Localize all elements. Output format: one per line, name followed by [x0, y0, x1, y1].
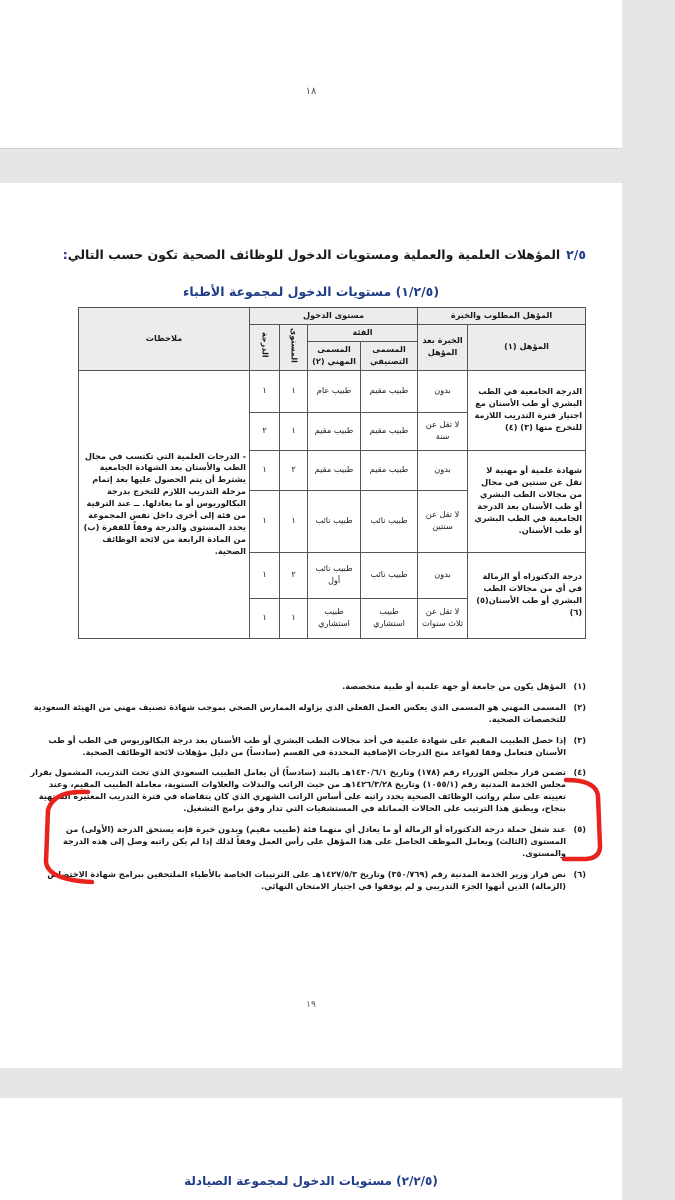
notes-cell: - الدرجات العلمية التي تكتسب في مجال الطب والأسنان بعد الشهادة الجامعية يشترط أن يتم الحصول عليها بعد إتمام مرحلة التدريب اللازم للتخرج بدرجة البكالوريوس أو ما يعادلها. ــ عند الترقية من فئة إلى أخرى داخل نفس المجموعة يحدد المستوى والدرجة وفقاً للفقرة (ب) من المادة الرابعة من لائحة الوظائف الصحية. — [79, 370, 250, 638]
previous-page-number: ١٨ — [305, 86, 317, 97]
header-grade: الدرجة — [250, 324, 280, 370]
experience-cell: بدون — [418, 552, 468, 598]
grade-cell: ١ — [250, 490, 280, 552]
footnote-number: (٥) — [573, 824, 586, 835]
footnote-text: إذا حصل الطبيب المقيم على شهادة علمية في أحد مجالات الطب البشري أو طب الأسنان بعد درجة البكالوريوس في الطب أو طب الأسنان فتعامل وفقا لقواعد منح الدرجات الإضافية المحددة في القسم (سادساً) من دليل مؤهلات لائحة الوظائف الصحية. — [48, 734, 566, 757]
experience-cell: لا تقل عن سنتين — [418, 490, 468, 552]
class-title-cell: طبيب نائب — [361, 552, 418, 598]
level-cell: ١ — [280, 412, 308, 450]
qualification-cell: الدرجة الجامعية في الطب البشري أو طب الأسنان مع اجتياز فترة التدريب اللازمة للتخرج منها (٣) (٤) — [468, 370, 586, 450]
footnote-number: (٤) — [573, 767, 586, 778]
footnote-text: عند شغل حملة درجة الدكتوراه أو الزمالة أو ما يعادل أي منهما فئة (طبيب مقيم) وبدون خبرة فإنه يستحق الدرجة (الأولى) من المستوى (الثالث) ويعامل الموظف الحاصل على هذا المؤهل على رأس العمل وفقاً لذلك إذا لم يكن راتبه وصل إلى هذه الدرجة والمستوى. — [63, 824, 566, 858]
header-qualification: المؤهل (١) — [468, 324, 586, 370]
class-title-cell: طبيب مقيم — [361, 412, 418, 450]
footnote-text: المسمى المهني هو المسمى الذي يعكس العمل الفعلي الذي يزاوله الممارس الصحي بموجب شهادة تصنيف مهني من الهيئة السعودية للتخصصات الصحية. — [33, 701, 566, 724]
level-cell: ٢ — [280, 450, 308, 490]
professional-title-cell: طبيب عام — [308, 370, 361, 412]
experience-cell: بدون — [418, 370, 468, 412]
footnote-number: (٣) — [573, 734, 586, 745]
footnote-number: (٦) — [573, 868, 586, 879]
class-title-cell: طبيب مقيم — [361, 450, 418, 490]
qualification-cell: درجة الدكتوراه أو الزمالة في أي من مجالات الطب البشري أو طب الأسنان(٥)(٦) — [468, 552, 586, 638]
footnote-number: (٢) — [573, 701, 586, 712]
section-colon: : — [62, 247, 68, 262]
footnote-text: تضمن قرار مجلس الوزراء رقم (١٧٨) وتاريخ ١٤٣٠/٦/١هـ بالبند (سادساً) أن يعامل الطبيب السعودي الذي تحت التدريب، المشمول بقرار مجلس الخدمة المدنية رقم (١٠٥٥/١) وتاريخ ١٤٢٦/٣/٢٨هـ من حيث الراتب والبدلات والعلاوات السنوية، معاملة الطبيب المقيم، وعند تعيينه على سلم رواتب الوظائف الصحية يحدد راتبه على أساس الراتب الشهري الذي كان يتقاضاه في فترة التدريب المعتبرة المنتهية بنجاح، ويطبق هذا الترتيب على الحالات المماثلة في المستشفيات التي تدار وفق برامج التشغيل. — [30, 767, 566, 814]
class-title-cell: طبيب نائب — [361, 490, 418, 552]
professional-title-cell: طبيب مقيم — [308, 412, 361, 450]
grade-cell: ١ — [250, 450, 280, 490]
professional-title-cell: طبيب نائب — [308, 490, 361, 552]
section-number: ٢/٥ — [566, 247, 586, 262]
page-number: ١٩ — [306, 1000, 316, 1010]
header-notes: ملاحظات — [79, 308, 250, 371]
class-title-cell: طبيب مقيم — [361, 370, 418, 412]
left-bracket-mark — [46, 792, 92, 882]
level-cell: ١ — [280, 598, 308, 638]
class-title-cell: طبيب استشاري — [361, 598, 418, 638]
footnote-number: (١) — [573, 681, 586, 691]
header-category: الفئة — [308, 324, 418, 341]
level-cell: ١ — [280, 370, 308, 412]
footnote-text: المؤهل يكون من جامعة أو جهة علمية أو طبية متخصصة. — [342, 681, 566, 691]
experience-cell: بدون — [418, 450, 468, 490]
header-class-title: المسمى التصنيفي — [361, 341, 418, 370]
professional-title-cell: طبيب نائب أول — [308, 552, 361, 598]
next-page-title: (٢/٢/٥) مستويات الدخول لمجموعة الصيادلة — [184, 1174, 438, 1188]
right-bracket-mark — [564, 780, 600, 859]
header-professional-title: المسمى المهني (٢) — [308, 341, 361, 370]
grade-cell: ١ — [250, 370, 280, 412]
grade-cell: ٢ — [250, 412, 280, 450]
grade-cell: ١ — [250, 598, 280, 638]
experience-cell: لا تقل عن سنة — [418, 412, 468, 450]
table-title: (١/٢/٥) مستويات الدخول لمجموعة الأطباء — [182, 284, 440, 299]
grade-cell: ١ — [250, 552, 280, 598]
experience-cell: لا تقل عن ثلاث سنوات — [418, 598, 468, 638]
qualification-cell: شهادة علمية أو مهنية لا تقل عن سنتين في مجال من مجالات الطب البشري أو طب الأسنان بعد الدرجة الجامعية في الطب البشري أو طب الأسنان. — [468, 450, 586, 552]
footnote-text: نص قرار وزير الخدمة المدنية رقم (٣٥٠/٧٦٩) وتاريخ ١٤٢٧/٥/٣هـ على الترتيبات الخاصة بالأطباء الملتحقين ببرامج شهادة الاختصاص (الزمالة) الذين أنهوا الجزء التدريبي و لم يوفقوا في اجتياز الامتحان النهائي. — [47, 868, 566, 891]
section-text: المؤهلات العلمية والعملية ومستويات الدخول للوظائف الصحية تكون حسب التالي — [67, 247, 561, 262]
professional-title-cell: طبيب استشاري — [308, 598, 361, 638]
header-qualification-experience: المؤهل المطلوب والخبرة — [418, 308, 586, 325]
header-experience: الخبرة بعد المؤهل — [418, 324, 468, 370]
header-level: المستوى — [280, 324, 308, 370]
level-cell: ١ — [280, 490, 308, 552]
level-cell: ٢ — [280, 552, 308, 598]
header-entry-level: مستوى الدخول — [250, 308, 418, 325]
professional-title-cell: طبيب مقيم — [308, 450, 361, 490]
